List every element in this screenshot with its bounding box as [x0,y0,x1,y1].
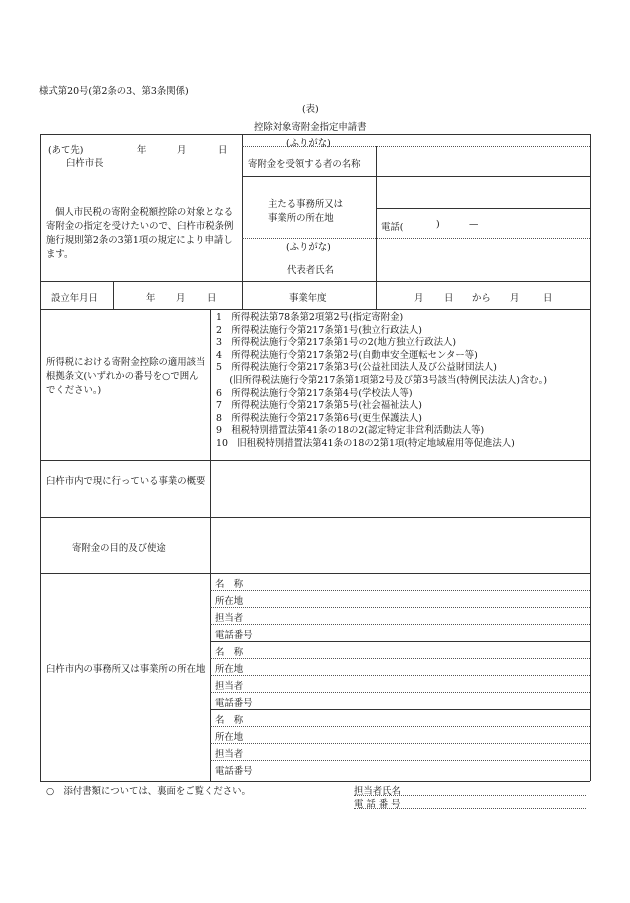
est-day: 日 [207,293,217,304]
date-month: 月 [177,145,187,156]
purpose-label: 寄附金の目的及び使途 [72,543,166,554]
legal-basis-label: 所得税における寄附金控除の適用該当根拠条文(いずれかの番号を○で囲んでください。) [46,357,206,396]
office-name-label: 名 称 [215,647,244,658]
office-address-label: 所在地 [215,732,244,743]
legal-item[interactable]: 8 所得税法施行令第217条第6号(更生保護法人) [216,412,422,424]
phone-label: 電話( [381,222,404,233]
offices-label: 臼杵市内の事務所又は事業所の所在地 [46,664,206,675]
legal-basis-list [216,312,547,451]
legal-item[interactable]: 5 所得税法施行令第217条第3号(公益社団法人及び公益財団法人) [216,362,497,374]
representative-field[interactable] [378,240,588,280]
business-field[interactable] [212,462,588,515]
contact-phone-line [354,808,586,809]
fy-month-end: 月 [510,293,520,304]
legal-item[interactable]: 9 租税特別措置法第41条の18の2(認定特定非営利活動法人等) [216,425,485,437]
furigana-label: (ふりがな) [286,242,331,253]
fiscal-year-label: 事業年度 [289,293,327,304]
legal-item[interactable]: 4 所得税法施行令第217条第2号(自動車安全運転センター等) [216,349,478,361]
phone-dash: — [469,219,479,230]
page-title: 控除対象寄附金指定申請書 [254,122,367,133]
contact-phone-label: 電 話 番 号 [354,799,401,810]
office-name-label: 名 称 [215,715,244,726]
addressee-to-label: (あて先) [48,145,84,156]
office-address-field[interactable] [378,178,588,206]
contact-name-label: 担当者氏名 [354,786,401,797]
recipient-name-field[interactable] [378,148,588,174]
addressee-mayor: 臼杵市長 [66,158,104,169]
office-contact-label: 担当者 [215,613,244,624]
phone-paren: ) [436,219,440,230]
office-label-line2: 事業所の所在地 [268,213,334,224]
legal-item-note: (旧所得税法施行令第217条第1項第2号及び第3号該当(特例民法法人)含む。) [220,374,547,386]
office-contact-label: 担当者 [215,749,244,760]
est-month: 月 [176,293,186,304]
fy-month-start: 月 [414,293,424,304]
office-contact-label: 担当者 [215,681,244,692]
office-address-label: 所在地 [215,664,244,675]
office-phone-label: 電話番号 [215,698,253,709]
office-address-label: 所在地 [215,596,244,607]
est-year: 年 [146,293,156,304]
office-name-label: 名 称 [215,579,244,590]
furigana-label: (ふりがな) [286,138,331,149]
legal-item[interactable]: 10 旧租税特別措置法第41条の18の2第1項(特定地域雇用等促進法人) [216,437,515,449]
representative-label: 代表者氏名 [287,265,334,276]
purpose-field[interactable] [212,519,588,571]
fy-day-end: 日 [543,293,553,304]
office-phone-label: 電話番号 [215,766,253,777]
recipient-name-label: 寄附金を受領する者の名称 [248,159,361,170]
form-number: 様式第20号(第2条の3、第3条関係) [39,86,189,97]
date-day: 日 [218,145,228,156]
fy-day-start: 日 [444,293,454,304]
legal-item[interactable]: 1 所得税法第78条第2項第2号(指定寄附金) [216,312,404,323]
legal-item[interactable]: 6 所得税法施行令第217条第4号(学校法人等) [216,387,413,399]
application-statement: 個人市民税の寄附金税額控除の対象となる寄附金の指定を受けたいので、臼杵市税条例施行規則第2条の3第1項の規定により申請します。 [46,207,234,260]
date-year: 年 [137,145,147,156]
side-label: (表) [302,104,319,115]
office-label-line1: 主たる事務所又は [268,199,344,210]
attachment-note: ○ 添付書類については、裏面をご覧ください。 [46,786,251,797]
legal-item[interactable]: 3 所得税法施行令第217条第1号の2(地方独立行政法人) [216,337,456,349]
office-phone-label: 電話番号 [215,630,253,641]
business-label: 臼杵市内で現に行っている事業の概要 [46,476,206,487]
legal-item[interactable]: 2 所得税法施行令第217条第1号(独立行政法人) [216,324,422,336]
establishment-label: 設立年月日 [51,293,98,304]
legal-item[interactable]: 7 所得税法施行令第217条第5号(社会福祉法人) [216,400,422,412]
fy-from: から [472,293,491,304]
